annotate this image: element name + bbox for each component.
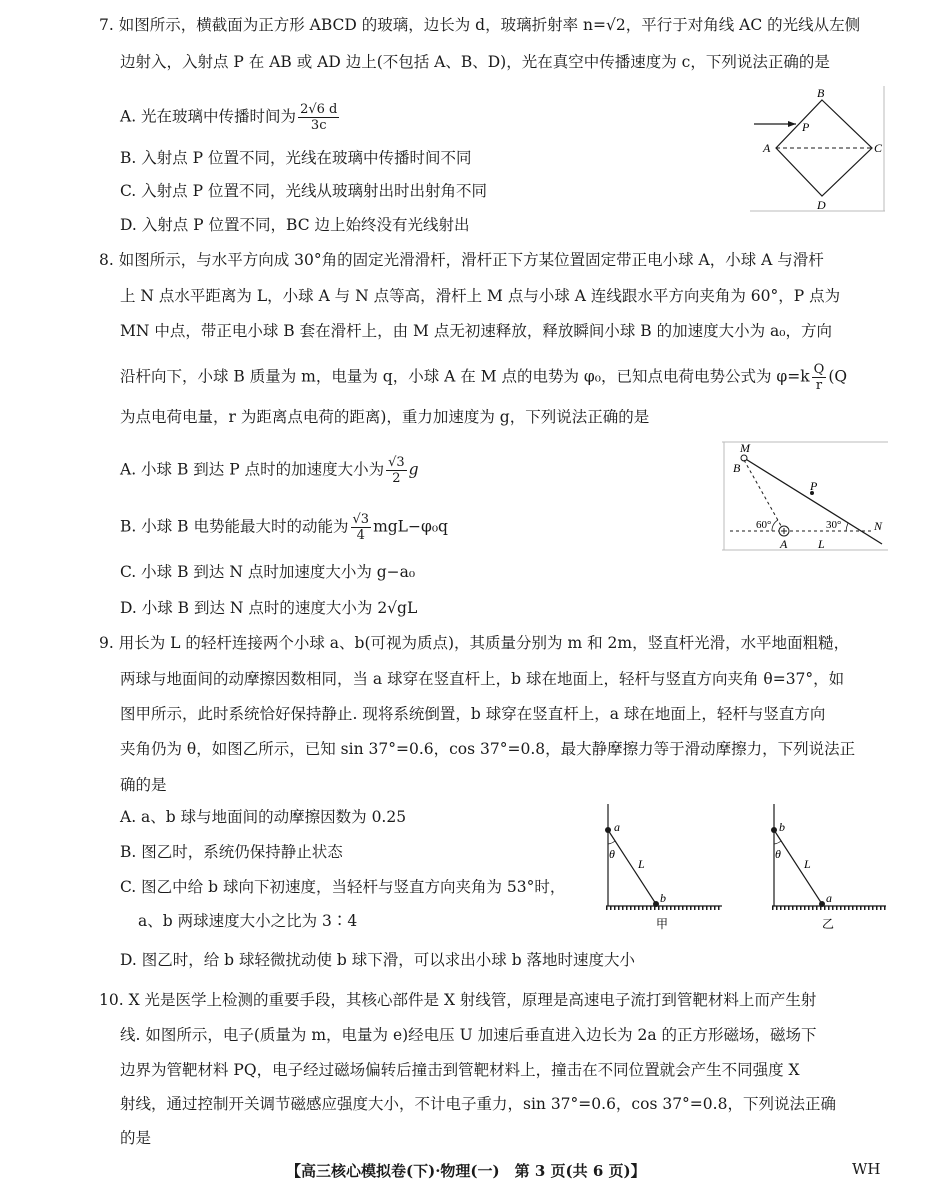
q9-jia-label-theta: θ — [609, 847, 615, 861]
q8-figure — [722, 440, 890, 555]
q9-label-jia: 甲 — [656, 917, 669, 931]
q7-option-a-fraction — [298, 102, 339, 133]
q8-label-a: A — [780, 537, 788, 551]
q7-arrow-icon — [788, 121, 796, 127]
q8-potential-fraction — [812, 362, 827, 393]
q8-stem-line3: MN 中点，带正电小球 B 套在滑杆上，由 M 点无初速释放，释放瞬间小球 B 的加速度大小为 a₀，方向 — [120, 322, 832, 340]
footer-code: WH — [852, 1160, 881, 1178]
q7-label-p: P — [802, 120, 810, 134]
q9-figure-jia — [605, 804, 722, 931]
q8-option-b-text: B. 小球 B 电势能最大时的动能为 — [120, 517, 349, 536]
q8-stem-line4-text: 沿杆向下，小球 B 质量为 m，电量为 q，小球 A 在 M 点的电势为 φ₀，已知点电荷电势公式为 φ=k — [120, 367, 810, 386]
q7-label-c: C — [874, 141, 883, 155]
q7-label-d: D — [817, 198, 826, 212]
q8-potential-numerator: Q — [813, 362, 825, 377]
q7-label-b: B — [817, 86, 825, 100]
q9-yi-ball-a — [819, 901, 825, 907]
q8-option-b-tail: mgL−φ₀q — [373, 517, 448, 536]
q8-label-b: B — [733, 461, 741, 475]
q10-stem-line1: 10. X 光是医学上检测的重要手段，其核心部件是 X 射线管，原理是高速电子流打到管靶材料上而产生射 — [99, 991, 817, 1009]
q8-option-a-numerator: √3 — [388, 455, 405, 470]
q9-jia-ball-a — [605, 827, 611, 833]
q8-stem-line1: 8. 如图所示，与水平方向成 30°角的固定光滑滑杆，滑杆正下方某位置固定带正电小球 A，小球 A 与滑杆 — [99, 251, 824, 269]
q7-stem-line2: 边射入，入射点 P 在 AB 或 AD 边上(不包括 A、B、D)，光在真空中传播速度为 c，下列说法正确的是 — [120, 53, 830, 71]
q8-option-b-fraction — [351, 512, 372, 543]
q8-label-60: 60° — [756, 519, 772, 531]
q9-figure-yi — [771, 804, 886, 931]
q9-jia-ball-b — [653, 901, 659, 907]
q8-label-n: N — [874, 519, 883, 533]
q8-option-b — [120, 512, 448, 543]
q8-rod — [744, 458, 882, 544]
q8-option-a — [120, 455, 419, 486]
q7-option-a-denominator: 3c — [310, 118, 327, 133]
q10-stem-line5: 的是 — [120, 1129, 152, 1147]
q8-label-p: P — [810, 479, 818, 493]
q8-option-a-text: A. 小球 B 到达 P 点时的加速度大小为 — [120, 460, 385, 479]
q8-option-d: D. 小球 B 到达 N 点时的速度大小为 2√gL — [120, 599, 418, 617]
q8-option-b-numerator: √3 — [352, 512, 370, 527]
q7-option-a-text: A. 光在玻璃中传播时间为 — [120, 107, 297, 126]
q9-option-b: B. 图乙时，系统仍保持静止状态 — [120, 843, 343, 861]
q9-stem-line3: 图甲所示，此时系统恰好保持静止. 现将系统倒置，b 球穿在竖直杆上，a 球在地面上，轻杆与竖直方向 — [120, 705, 826, 723]
q8-stem-line5: 为点电荷电量，r 为距离点电荷的距离)，重力加速度为 g，下列说法正确的是 — [120, 408, 650, 426]
q8-option-c: C. 小球 B 到达 N 点时加速度大小为 g−a₀ — [120, 563, 416, 581]
q9-jia-label-a: a — [614, 820, 620, 834]
q7-option-c: C. 入射点 P 位置不同，光线从玻璃射出时出射角不同 — [120, 182, 487, 200]
q8-label-l: L — [818, 537, 825, 551]
footer-title: 【高三核心模拟卷(下)·物理(一) 第 3 页(共 6 页)】 — [286, 1162, 646, 1180]
q9-jia-rod — [608, 830, 656, 904]
q8-option-a-fraction — [386, 455, 407, 486]
q10-stem-line4: 射线，通过控制开关调节磁感应强度大小，不计电子重力，sin 37°=0.6，cos 37°=0.8，下列说法正确 — [120, 1095, 836, 1113]
q10-stem-line2: 线. 如图所示，电子(质量为 m，电量为 e)经电压 U 加速后垂直进入边长为 2a 的正方形磁场，磁场下 — [120, 1026, 817, 1044]
q9-jia-label-l: L — [638, 857, 645, 871]
q9-option-d: D. 图乙时，给 b 球轻微扰动使 b 球下滑，可以求出小球 b 落地时速度大小 — [120, 951, 636, 969]
q8-angle-30-arc — [846, 523, 848, 531]
q7-option-a-numerator: 2√6 d — [300, 102, 338, 117]
q9-option-c-line1: C. 图乙中给 b 球向下初速度，当轻杆与竖直方向夹角为 53°时， — [120, 878, 566, 896]
q8-option-b-denominator: 4 — [356, 528, 365, 543]
q8-stem-line2: 上 N 点水平距离为 L，小球 A 与 N 点等高，滑杆上 M 点与小球 A 连线跟水平方向夹角为 60°，P 点为 — [120, 287, 841, 305]
q8-option-a-denominator: 2 — [392, 471, 401, 486]
q9-option-c-line2: a、b 两球速度大小之比为 3∶4 — [138, 912, 358, 930]
q9-jia-label-b: b — [660, 891, 666, 905]
q9-yi-label-a: a — [826, 891, 832, 905]
q8-option-a-tail: g — [408, 460, 419, 479]
q9-option-a: A. a、b 球与地面间的动摩擦因数为 0.25 — [120, 808, 407, 826]
q7-option-b: B. 入射点 P 位置不同，光线在玻璃中传播时间不同 — [120, 149, 472, 167]
q9-yi-rod — [774, 830, 822, 904]
q10-stem-line3: 边界为管靶材料 PQ，电子经过磁场偏转后撞击到管靶材料上，撞击在不同位置就会产生不同强度 X — [120, 1061, 800, 1079]
q8-stem-line4-tail: (Q — [828, 367, 848, 386]
q9-stem-line4: 夹角仍为 θ，如图乙所示，已知 sin 37°=0.6，cos 37°=0.8，最大静摩擦力等于滑动摩擦力，下列说法正 — [120, 740, 856, 758]
q8-stem-line4 — [120, 362, 847, 393]
q8-potential-denominator: r — [815, 378, 823, 393]
q9-yi-label-l: L — [804, 857, 811, 871]
q9-yi-label-b: b — [779, 820, 785, 834]
q7-figure — [750, 86, 886, 212]
q9-label-yi: 乙 — [822, 917, 835, 931]
q7-label-a: A — [763, 141, 771, 155]
q8-angle-60-arc — [772, 520, 778, 531]
q9-stem-line2: 两球与地面间的动摩擦因数相同，当 a 球穿在竖直杆上，b 球在地面上，轻杆与竖直方向夹角 θ=37°，如 — [120, 670, 845, 688]
q9-yi-label-theta: θ — [775, 847, 781, 861]
q9-stem-line1: 9. 用长为 L 的轻杆连接两个小球 a、b(可视为质点)，其质量分别为 m 和 2m，竖直杆光滑，水平地面粗糙， — [99, 634, 850, 652]
q8-label-30: 30° — [826, 519, 842, 531]
q7-stem-line1: 7. 如图所示，横截面为正方形 ABCD 的玻璃，边长为 d，玻璃折射率 n=√2，平行于对角线 AC 的光线从左侧 — [99, 16, 861, 34]
q9-figures — [600, 800, 890, 940]
q7-option-a — [120, 102, 341, 133]
q9-yi-ball-b — [771, 827, 777, 833]
q9-stem-line5: 确的是 — [120, 776, 167, 794]
q8-label-m: M — [740, 441, 750, 455]
q7-option-d: D. 入射点 P 位置不同，BC 边上始终没有光线射出 — [120, 216, 470, 234]
